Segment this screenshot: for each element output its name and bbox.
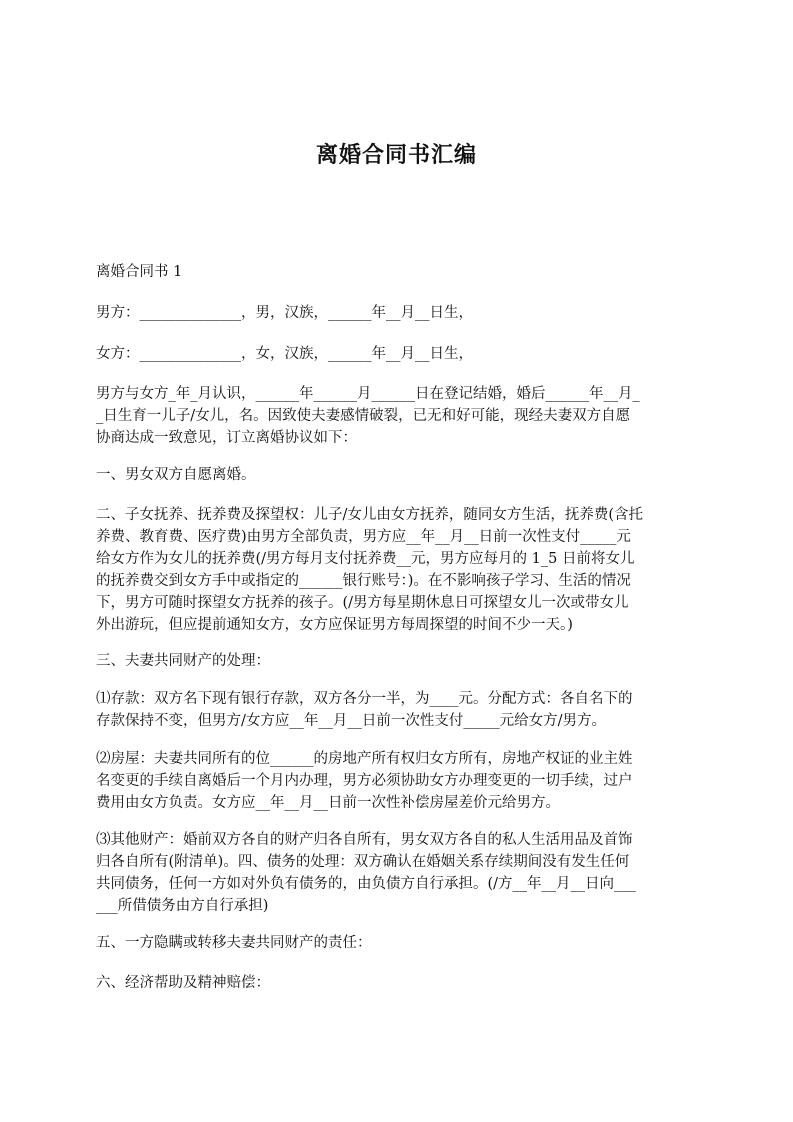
text-line: 男方与女方_年_月认识，______年______月______日在登记结婚，婚后______年__月_	[96, 386, 640, 402]
clause-3-paragraph	[96, 650, 706, 672]
text-line: _日生育一儿子/女儿，名。因致使夫妻感情破裂，已无和好可能，现经夫妻双方自愿	[96, 408, 631, 424]
text-line: 费用由女方负责。女方应__年__月__日前一次性补偿房屋差价元给男方。	[96, 795, 560, 811]
text-line: 二、子女抚养、抚养费及探望权：儿子/女儿由女方抚养，随同女方生活，抚养费(含托	[96, 507, 644, 523]
text-line: 女方：______________，女，汉族，______年__月__日生，	[96, 346, 473, 362]
text-line: 协商达成一致意见，订立离婚协议如下：	[96, 430, 357, 446]
text-line: 男方：______________，男，汉族，______年__月__日生，	[96, 305, 473, 321]
text-line: 存款保持不变，但男方/女方应__年__月__日前一次性支付_____元给女方/男方。	[96, 713, 607, 729]
text-line: 给女方作为女儿的抚养费(/男方每月支付抚养费__元，男方应每月的 1_5 日前将女儿	[96, 551, 635, 567]
text-line: ⑶其他财产：婚前双方各自的财产归各自所有，男女双方各自的私人生活用品及首饰	[96, 832, 633, 848]
text-line: 外出游玩，但应提前通知女方，女方应保证男方每周探望的时间不少一天。)	[96, 617, 573, 633]
female-party-paragraph	[96, 343, 706, 365]
clause-2-paragraph	[96, 504, 706, 636]
text-line: ⑵房屋：夫妻共同所有的位______的房地产所有权归女方所有，房地产权证的业主姓	[96, 751, 633, 767]
section-heading	[96, 261, 706, 283]
clause-1-paragraph	[96, 464, 706, 486]
text-line: 三、夫妻共同财产的处理：	[96, 653, 270, 669]
text-line: ___所借债务由方自行承担)	[96, 898, 269, 914]
text-line: ⑴存款：双方名下现有银行存款，双方各分一半，为____元。分配方式：各自名下的	[96, 691, 633, 707]
clause-3-1-paragraph	[96, 688, 706, 732]
male-party-paragraph	[96, 302, 706, 324]
text-line: 归各自所有(附清单)。四、债务的处理：双方确认在婚姻关系存续期间没有发生任何	[96, 854, 630, 870]
clause-6-paragraph	[96, 972, 706, 994]
intro-paragraph	[96, 383, 706, 449]
document-title: 离婚合同书汇编	[315, 143, 477, 168]
text-line: 一、男女双方自愿离婚。	[96, 467, 256, 483]
text-line: 五、一方隐瞒或转移夫妻共同财产的责任：	[96, 935, 372, 951]
clause-3-3-paragraph	[96, 829, 706, 917]
clause-5-paragraph	[96, 932, 706, 954]
text-line: 离婚合同书 1	[96, 264, 183, 280]
text-line: 养费、教育费、医疗费)由男方全部负责，男方应__年__月__日前一次性支付_____元	[96, 529, 631, 545]
text-line: 六、经济帮助及精神赔偿：	[96, 975, 270, 991]
clause-3-2-paragraph	[96, 748, 706, 814]
text-line: 下，男方可随时探望女方抚养的孩子。(/男方每星期休息日可探望女儿一次或带女儿	[96, 595, 629, 611]
text-line: 共同债务，任何一方如对外负有债务的，由负债方自行承担。(/方__年__月__日向___	[96, 876, 636, 892]
text-line: 名变更的手续自离婚后一个月内办理，男方必须协助女方办理变更的一切手续，过户	[96, 773, 633, 789]
text-line: 的抚养费交到女方手中或指定的______银行账号：)。在不影响孩子学习、生活的情况	[96, 573, 631, 589]
